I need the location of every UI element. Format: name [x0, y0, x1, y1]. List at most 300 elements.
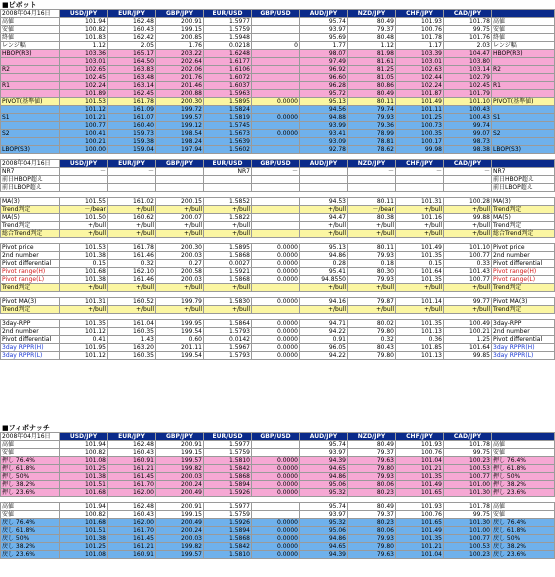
value-cell: 101.78 [444, 18, 492, 26]
currency-header: AUD/JPY [300, 433, 348, 441]
value-cell: 101.95 [60, 344, 108, 352]
table-row [1, 503, 555, 511]
row-label-right: MA(3) [492, 198, 555, 206]
value-cell: 0.0000 [252, 328, 300, 336]
value-cell: 95.32 [300, 489, 348, 497]
value-cell [252, 198, 300, 206]
value-cell: 101.13 [396, 352, 444, 360]
value-cell: 79.80 [348, 543, 396, 551]
table-row [1, 106, 555, 114]
currency-header: CHF/JPY [396, 160, 444, 168]
value-cell [252, 503, 300, 511]
row-label-right: 総合Trend判定 [492, 230, 555, 238]
table-row [1, 252, 555, 260]
value-cell: 101.83 [60, 34, 108, 42]
value-cell: 81.25 [348, 66, 396, 74]
value-cell: 101.53 [60, 244, 108, 252]
row-label: 安値 [1, 511, 60, 519]
row-label-right: 前日LBOP超え [492, 184, 555, 192]
value-cell: 78.81 [348, 138, 396, 146]
value-cell: 101.65 [396, 519, 444, 527]
value-cell: 79.93 [348, 473, 396, 481]
value-cell: 80.49 [348, 90, 396, 98]
value-cell [252, 90, 300, 98]
value-cell: 0.0218 [204, 42, 252, 50]
row-label [1, 138, 60, 146]
value-cell: 163.83 [108, 66, 156, 74]
table-row [1, 18, 555, 26]
value-cell: 159.73 [108, 130, 156, 138]
value-cell: +/bull [444, 222, 492, 230]
currency-header: EUR/JPY [108, 433, 156, 441]
value-cell: 100.41 [60, 130, 108, 138]
value-cell: 199.54 [156, 352, 204, 360]
value-cell: +/bull [348, 306, 396, 314]
value-cell [252, 138, 300, 146]
value-cell: +/bull [60, 306, 108, 314]
value-cell: 1.5852 [204, 198, 252, 206]
value-cell: 1.5977 [204, 441, 252, 449]
table-row [1, 146, 555, 154]
value-cell: 80.49 [348, 503, 396, 511]
value-cell [252, 441, 300, 449]
value-cell: 99.74 [444, 122, 492, 130]
value-cell: +/bull [396, 206, 444, 214]
value-cell: 94.39 [300, 551, 348, 559]
value-cell: +/bull [156, 222, 204, 230]
value-cell: 80.11 [348, 198, 396, 206]
value-cell: 101.78 [396, 34, 444, 42]
value-cell: 95.13 [300, 244, 348, 252]
value-cell: 1.5842 [204, 543, 252, 551]
row-label: HBOP(R3) [1, 50, 60, 58]
value-cell: 101.49 [396, 527, 444, 535]
value-cell: 0.0000 [252, 114, 300, 122]
date-cell: 2008年04月16日 [1, 433, 60, 441]
value-cell: 0.0000 [252, 543, 300, 551]
value-cell: 80.11 [348, 244, 396, 252]
value-cell: 93.41 [300, 130, 348, 138]
table-row [1, 214, 555, 222]
value-cell: 1.12 [348, 42, 396, 50]
value-cell: 0.32 [348, 336, 396, 344]
value-cell [252, 176, 300, 184]
value-cell: 1.5868 [204, 276, 252, 284]
value-cell: +/bull [396, 222, 444, 230]
value-cell: 103.39 [396, 50, 444, 58]
table-row [1, 50, 555, 58]
row-label: 高値 [1, 503, 60, 511]
value-cell: 1.5948 [204, 34, 252, 42]
value-cell: 101.51 [60, 527, 108, 535]
value-cell: 0.0027 [204, 260, 252, 268]
row-label: MA(5) [1, 214, 60, 222]
value-cell: 1.5921 [204, 268, 252, 276]
row-label-right: Pivot differential [492, 260, 555, 268]
value-cell: 100.43 [444, 114, 492, 122]
value-cell: 101.78 [444, 441, 492, 449]
row-label: Trend判定 [1, 284, 60, 292]
value-cell: 201.76 [156, 74, 204, 82]
table-row [1, 298, 555, 306]
value-cell: 102.45 [60, 74, 108, 82]
value-cell: 200.88 [156, 90, 204, 98]
value-cell: 99.85 [444, 352, 492, 360]
value-cell: 1.6106 [204, 66, 252, 74]
value-cell: 101.14 [396, 298, 444, 306]
value-cell: 98.07 [300, 50, 348, 58]
value-cell: 199.79 [156, 298, 204, 306]
value-cell: 101.31 [396, 198, 444, 206]
value-cell: 162.45 [108, 90, 156, 98]
value-cell: 101.87 [396, 90, 444, 98]
row-label: 高値 [1, 441, 60, 449]
value-cell: 101.25 [396, 114, 444, 122]
value-cell: +/bull [300, 284, 348, 292]
value-cell: 101.21 [60, 114, 108, 122]
value-cell: 79.63 [348, 457, 396, 465]
value-cell: 100.21 [60, 138, 108, 146]
table-row [1, 268, 555, 276]
value-cell: 200.03 [156, 276, 204, 284]
value-cell: 101.21 [396, 543, 444, 551]
row-label: 押し 76.4% [1, 457, 60, 465]
currency-header: GBP/USD [252, 10, 300, 18]
value-cell: 159.04 [108, 146, 156, 154]
table-row [1, 244, 555, 252]
value-cell [60, 176, 108, 184]
currency-header: EUR/JPY [108, 160, 156, 168]
value-cell: 0.60 [156, 336, 204, 344]
row-label: 高値 [1, 18, 60, 26]
row-label-right: S2 [492, 130, 555, 138]
value-cell: 100.76 [396, 26, 444, 34]
row-label-right: HBOP(R3) [492, 50, 555, 58]
header-row [1, 10, 555, 18]
value-cell: 100.43 [444, 106, 492, 114]
value-cell: 161.21 [108, 465, 156, 473]
value-cell: 1.5830 [204, 298, 252, 306]
value-cell [156, 176, 204, 184]
value-cell: +/bull [396, 230, 444, 238]
row-label-right: 押し 38.2% [492, 481, 555, 489]
value-cell: 101.31 [60, 298, 108, 306]
table-row [1, 465, 555, 473]
value-cell: 101.16 [396, 214, 444, 222]
value-cell: － [252, 168, 300, 176]
row-label-right: レンジ幅 [492, 42, 555, 50]
value-cell: 1.5926 [204, 519, 252, 527]
value-cell: 94.86 [300, 252, 348, 260]
value-cell: 101.94 [60, 441, 108, 449]
value-cell: 200.49 [156, 489, 204, 497]
value-cell: 100.21 [444, 328, 492, 336]
value-cell: 102.65 [60, 66, 108, 74]
value-cell: 160.91 [108, 551, 156, 559]
value-cell: +/bull [108, 206, 156, 214]
value-cell: 1.77 [300, 42, 348, 50]
value-cell: 1.5842 [204, 465, 252, 473]
value-cell: 101.30 [444, 519, 492, 527]
table-row [1, 551, 555, 559]
row-label: Pivot differential [1, 260, 60, 268]
value-cell: 1.5810 [204, 457, 252, 465]
value-cell [252, 306, 300, 314]
value-cell: 1.12 [60, 42, 108, 50]
value-cell: 100.77 [444, 276, 492, 284]
value-cell: 100.17 [396, 138, 444, 146]
value-cell: 200.24 [156, 481, 204, 489]
value-cell: 202.06 [156, 66, 204, 74]
value-cell: 101.53 [60, 98, 108, 106]
value-cell: 101.25 [60, 465, 108, 473]
value-cell: 79.37 [348, 511, 396, 519]
row-label-right: 押し 50% [492, 473, 555, 481]
row-label: 戻し 50% [1, 535, 60, 543]
value-cell [396, 184, 444, 192]
value-cell: 0.0000 [252, 352, 300, 360]
table-row [1, 58, 555, 66]
value-cell: 101.13 [396, 328, 444, 336]
value-cell: +/bull [348, 222, 396, 230]
value-cell: 95.74 [300, 441, 348, 449]
value-cell: 101.08 [60, 457, 108, 465]
value-cell: 0.0000 [252, 473, 300, 481]
value-cell: 0.0000 [252, 268, 300, 276]
header-row [1, 433, 555, 441]
value-cell [252, 146, 300, 154]
table-row [1, 222, 555, 230]
table-row [1, 168, 555, 176]
table-row [1, 90, 555, 98]
value-cell: 160.35 [108, 328, 156, 336]
value-cell: 1.5759 [204, 26, 252, 34]
currency-header: EUR/USD [204, 10, 252, 18]
table-row [1, 276, 555, 284]
value-cell: 198.24 [156, 138, 204, 146]
row-label: 前日HBOP超え [1, 176, 60, 184]
value-cell: 79.87 [348, 298, 396, 306]
value-cell: 1.5864 [204, 320, 252, 328]
value-cell: 101.78 [444, 503, 492, 511]
value-cell: 101.12 [60, 352, 108, 360]
value-cell: 0.0000 [252, 481, 300, 489]
value-cell: 199.54 [156, 328, 204, 336]
value-cell: 94.39 [300, 457, 348, 465]
row-label-right: Trend判定 [492, 222, 555, 230]
value-cell: 1.5822 [204, 214, 252, 222]
value-cell: 101.64 [444, 344, 492, 352]
row-label-right: 2nd number [492, 252, 555, 260]
value-cell [300, 176, 348, 184]
value-cell: 161.78 [108, 244, 156, 252]
value-cell: 0.0000 [252, 130, 300, 138]
row-label-right: 3day-RPP [492, 320, 555, 328]
table-row [1, 34, 555, 42]
currency-header: CHF/JPY [396, 433, 444, 441]
row-label: 戻し 23.6% [1, 551, 60, 559]
header-blank [492, 10, 555, 18]
value-cell: 199.57 [156, 114, 204, 122]
value-cell: 99.75 [444, 26, 492, 34]
value-cell: 95.72 [300, 90, 348, 98]
value-cell [252, 122, 300, 130]
table-row [1, 176, 555, 184]
value-cell: － [108, 168, 156, 176]
value-cell: 160.43 [108, 449, 156, 457]
value-cell: 79.93 [348, 276, 396, 284]
value-cell: 101.65 [396, 489, 444, 497]
currency-header: GBP/JPY [156, 10, 204, 18]
value-cell: 101.93 [396, 441, 444, 449]
value-cell: 0.0000 [252, 244, 300, 252]
row-label-right [492, 58, 555, 66]
value-cell: 95.32 [300, 519, 348, 527]
value-cell: 160.43 [108, 26, 156, 34]
row-label: LBOP(S3) [1, 146, 60, 154]
value-cell: +/bull [108, 222, 156, 230]
value-cell: 101.38 [60, 535, 108, 543]
value-cell: 101.11 [396, 106, 444, 114]
value-cell: 1.6072 [204, 74, 252, 82]
value-cell [252, 50, 300, 58]
value-cell: 100.73 [396, 122, 444, 130]
value-cell: 200.30 [156, 244, 204, 252]
value-cell: 94.88 [300, 114, 348, 122]
value-cell [156, 184, 204, 192]
row-label: 戻し 61.8% [1, 527, 60, 535]
value-cell: 101.35 [396, 252, 444, 260]
value-cell: 162.48 [108, 441, 156, 449]
row-label: 3day RPPR(H) [1, 344, 60, 352]
value-cell: 1.5824 [204, 106, 252, 114]
value-cell: 0.0000 [252, 320, 300, 328]
value-cell: 0.0142 [204, 336, 252, 344]
value-cell: －/bear [60, 206, 108, 214]
table-row [1, 489, 555, 497]
value-cell: 164.50 [108, 58, 156, 66]
value-cell: 101.30 [444, 489, 492, 497]
value-cell: 2.05 [108, 42, 156, 50]
value-cell: 200.03 [156, 535, 204, 543]
row-label: 前日LBOP超え [1, 184, 60, 192]
value-cell: 79.37 [348, 26, 396, 34]
value-cell: 100.53 [444, 543, 492, 551]
value-cell: 1.5819 [204, 114, 252, 122]
currency-header: AUD/JPY [300, 10, 348, 18]
table-row [1, 481, 555, 489]
value-cell: 200.03 [156, 473, 204, 481]
value-cell: 100.28 [444, 198, 492, 206]
value-cell: 100.76 [396, 449, 444, 457]
table-row [1, 352, 555, 360]
value-cell: 101.35 [396, 473, 444, 481]
value-cell: +/bull [108, 230, 156, 238]
value-cell: 0.0000 [252, 260, 300, 268]
value-cell: 94.56 [300, 106, 348, 114]
value-cell: 201.46 [156, 82, 204, 90]
value-cell: 161.70 [108, 527, 156, 535]
value-cell: 161.21 [108, 543, 156, 551]
value-cell: +/bull [204, 222, 252, 230]
value-cell: 0.27 [156, 260, 204, 268]
row-label-right: 3day RPPR(H) [492, 344, 555, 352]
value-cell: 1.5895 [204, 98, 252, 106]
value-cell: 80.11 [348, 98, 396, 106]
value-cell: 101.00 [444, 527, 492, 535]
row-label: 2nd number [1, 252, 60, 260]
currency-header: EUR/USD [204, 433, 252, 441]
row-label: 安値 [1, 449, 60, 457]
value-cell: 200.58 [156, 268, 204, 276]
value-cell: 0.36 [396, 336, 444, 344]
table-row [1, 543, 555, 551]
row-label-right: 押し 76.4% [492, 457, 555, 465]
value-cell: 0.15 [60, 260, 108, 268]
fibonacci-table [0, 432, 555, 559]
value-cell: 96.05 [300, 344, 348, 352]
value-cell: 101.00 [444, 481, 492, 489]
table-row [1, 511, 555, 519]
currency-header: CAD/JPY [444, 10, 492, 18]
value-cell: +/bull [444, 284, 492, 292]
value-cell: 100.00 [60, 146, 108, 154]
value-cell: 79.93 [348, 114, 396, 122]
value-cell: 0.32 [108, 260, 156, 268]
row-label [1, 90, 60, 98]
row-label: PIVOT(基準値) [1, 98, 60, 106]
row-label-right: Pivot range(L) [492, 276, 555, 284]
row-label: Trend判定 [1, 206, 60, 214]
row-label-right: MA(5) [492, 214, 555, 222]
value-cell: 0.0000 [252, 457, 300, 465]
value-cell: －/bear [348, 206, 396, 214]
value-cell: 94.86 [300, 473, 348, 481]
value-cell: 93.99 [300, 122, 348, 130]
value-cell: － [444, 168, 492, 176]
value-cell [348, 184, 396, 192]
value-cell: 101.12 [60, 106, 108, 114]
value-cell: 101.25 [60, 543, 108, 551]
value-cell: 161.04 [108, 320, 156, 328]
value-cell: 1.5810 [204, 551, 252, 559]
value-cell: 100.53 [444, 465, 492, 473]
value-cell: 80.49 [348, 18, 396, 26]
value-cell: 99.98 [396, 146, 444, 154]
value-cell: 94.71 [300, 320, 348, 328]
value-cell: 101.49 [396, 481, 444, 489]
value-cell: 95.06 [300, 527, 348, 535]
row-label-right: 戻し 61.8% [492, 527, 555, 535]
currency-header: NZD/JPY [348, 160, 396, 168]
value-cell: 80.38 [348, 214, 396, 222]
value-cell: 100.23 [444, 457, 492, 465]
value-cell: 78.99 [348, 130, 396, 138]
value-cell: 80.06 [348, 527, 396, 535]
value-cell: 101.49 [396, 98, 444, 106]
table-row [1, 457, 555, 465]
table-row [1, 26, 555, 34]
value-cell: 165.17 [108, 50, 156, 58]
value-cell [252, 106, 300, 114]
value-cell [396, 176, 444, 184]
value-cell: 95.41 [300, 268, 348, 276]
value-cell: 1.5977 [204, 503, 252, 511]
table-row [1, 82, 555, 90]
value-cell: 95.06 [300, 481, 348, 489]
value-cell [300, 168, 348, 176]
date-cell: 2008年04月16日 [1, 10, 60, 18]
